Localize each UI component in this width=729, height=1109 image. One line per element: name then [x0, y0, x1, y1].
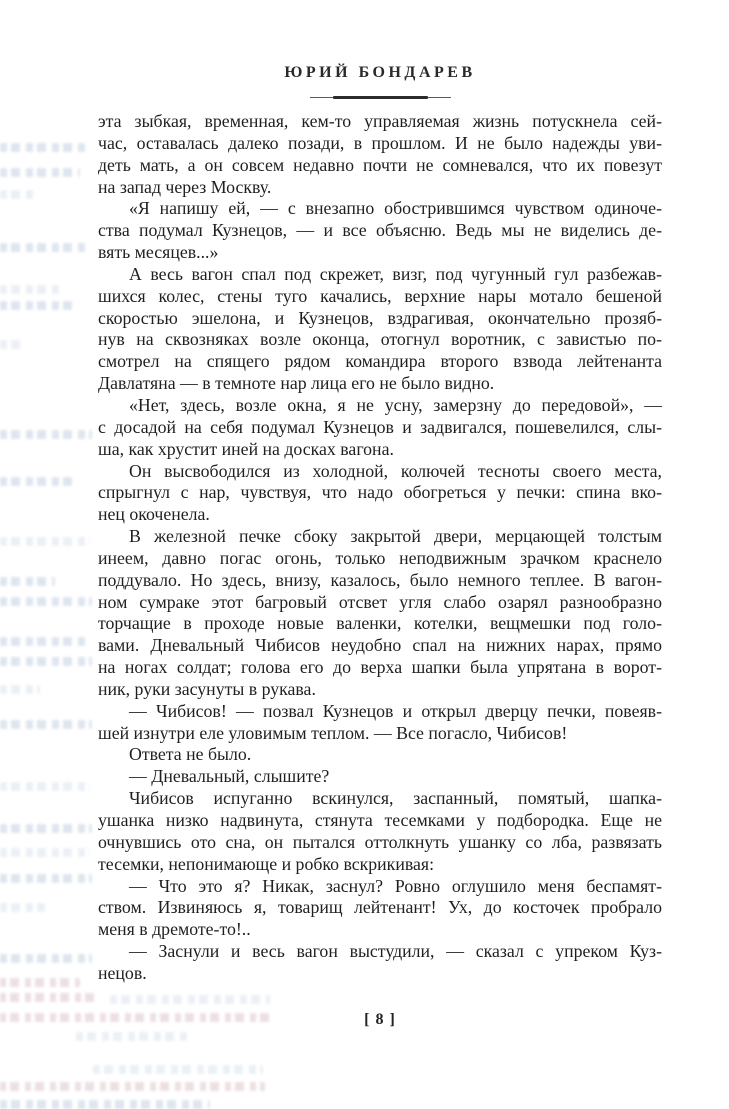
- text-line: тесемки, непонимающе и робко вскрикивая:: [98, 853, 435, 874]
- text-line: час, оставалась далеко позади, в прошлом. И не было надежды уви-: [98, 132, 662, 153]
- bleed-through-line: [0, 537, 90, 546]
- text-line: — Заснули и весь вагон выстудили, — сказал с упреком Куз-: [129, 941, 662, 962]
- text-line: нец окоченела.: [98, 504, 210, 525]
- bleed-through-line: [0, 143, 85, 152]
- text-line: «Я напишу ей, — с внезапно обострившимся чувством одиноче-: [129, 198, 662, 219]
- header-divider-thick-segment: [333, 96, 428, 99]
- text-line: Он высвободился из холодной, колючей тесноты своего места,: [129, 460, 662, 481]
- bleed-through-line: [0, 1100, 210, 1109]
- bleed-through-line: [0, 782, 90, 791]
- text-line: ушанка низко надвинута, стянута тесемками у подбородка. Еще не: [98, 810, 662, 830]
- text-line: поддувало. Но здесь, внизу, казалось, было немного теплее. В вагон-: [98, 569, 662, 590]
- text-line: эта зыбкая, временная, кем-то управляемая жизнь потускнела сей-: [98, 111, 662, 131]
- bleed-through-line: [0, 993, 95, 1002]
- text-line: Ответа не было.: [129, 744, 252, 765]
- text-line: — Что это я? Никак, заснул? Ровно оглушило меня беспамят-: [129, 875, 662, 896]
- bleed-through-line: [0, 168, 80, 177]
- text-line: шей изнутри еле уловимым теплом. — Все погасло, Чибисов!: [98, 722, 568, 743]
- text-line: ном сумраке этот багровый отсвет угля слабо озарял разнообразно: [98, 591, 662, 612]
- bleed-through-line: [93, 1065, 263, 1074]
- bleed-through-line: [0, 720, 92, 729]
- text-line: А весь вагон спал под скрежет, визг, под чугунный гул разбежав-: [129, 263, 662, 284]
- bleed-through-line: [0, 685, 40, 694]
- text-line: нув на сквозняках возле оконца, отогнул воротник, с завистью по-: [98, 329, 662, 350]
- text-line: торчащие в проходе новые валенки, котелки, вещмешки под голо-: [98, 613, 662, 634]
- text-line: спрыгнул с нар, чувствуя, что надо обогреться у печки: спина вко-: [98, 482, 662, 503]
- text-line: с досадой на себя подумал Кузнецов и задвигался, пошевелился, слы-: [98, 416, 662, 437]
- bleed-through-line: [0, 824, 92, 833]
- bleed-through-line: [0, 874, 92, 883]
- bleed-through-line: [0, 190, 34, 199]
- text-line: ством. Извиняюсь я, товарищ лейтенант! Ух, до косточек пробрало: [98, 897, 662, 918]
- text-line: вами. Дневальный Чибисов неудобно спал на нижних нарах, прямо: [98, 635, 662, 656]
- header-divider-rule: [310, 95, 451, 99]
- bleed-through-line: [110, 995, 270, 1004]
- text-line: вять месяцев...»: [98, 242, 219, 263]
- bleed-through-line: [76, 1032, 191, 1041]
- text-line: — Дневальный, слышите?: [129, 766, 330, 787]
- text-line: нецов.: [98, 962, 147, 983]
- text-line: Давлатяна — в темноте нар лица его не было видно.: [98, 373, 495, 394]
- text-line: ша, как хрустит иней на досках вагона.: [98, 438, 394, 459]
- text-line: смотрел на спящего рядом командира второго взвода лейтенанта: [98, 351, 662, 372]
- text-line: скоростью эшелона, и Кузнецов, вздрагивая, окончательно прозяб-: [98, 307, 662, 328]
- bleed-through-line: [0, 577, 55, 586]
- bleed-through-line: [0, 903, 45, 912]
- text-line: на запад через Москву.: [98, 176, 272, 197]
- page-number: [ 8 ]: [364, 1011, 396, 1028]
- bleed-through-line: [0, 978, 80, 987]
- text-line: на ногах солдат; голова его до верха шапки была упрятана в ворот-: [98, 657, 662, 678]
- bleed-through-line: [0, 340, 22, 349]
- text-line: очнувшись ото сна, он пытался оттолкнуть ушанку со лба, развязать: [98, 831, 662, 852]
- bleed-through-line: [0, 637, 85, 646]
- bleed-through-line: [0, 477, 72, 486]
- text-line: ник, руки засунуты в рукава.: [98, 678, 316, 699]
- text-line: В железной печке сбоку закрытой двери, мерцающей толстым: [129, 526, 662, 547]
- running-header-author: ЮРИЙ БОНДАРЕВ: [284, 64, 476, 81]
- text-line: шихся колес, стены туго качались, верхние нары мотало бешеной: [98, 285, 662, 306]
- bleed-through-line: [0, 954, 92, 963]
- bleed-through-line: [0, 597, 92, 606]
- text-line: «Нет, здесь, возле окна, я не усну, замерзну до передовой», —: [129, 394, 662, 415]
- text-line: ства подумал Кузнецов, — и все объясню. Ведь мы не виделись де-: [98, 220, 662, 241]
- bleed-through-line: [0, 848, 90, 857]
- bleed-through-line: [0, 430, 92, 439]
- text-line: деть мать, а он совсем недавно почти не сомневался, что их повезут: [98, 154, 662, 175]
- bleed-through-line: [0, 301, 78, 310]
- text-line: меня в дремоте-то!..: [98, 919, 251, 940]
- bleed-through-line: [0, 285, 60, 294]
- bleed-through-line: [0, 1082, 265, 1091]
- bleed-through-line: [0, 243, 85, 252]
- text-line: — Чибисов! — позвал Кузнецов и открыл дверцу печки, повеяв-: [129, 700, 662, 721]
- bleed-through-line: [0, 657, 92, 666]
- text-line: инеем, давно погас огонь, только неподвижным зрачком краснело: [98, 547, 662, 568]
- body-text: [98, 111, 662, 985]
- text-line: Чибисов испуганно вскинулся, заспанный, помятый, шапка-: [129, 788, 662, 809]
